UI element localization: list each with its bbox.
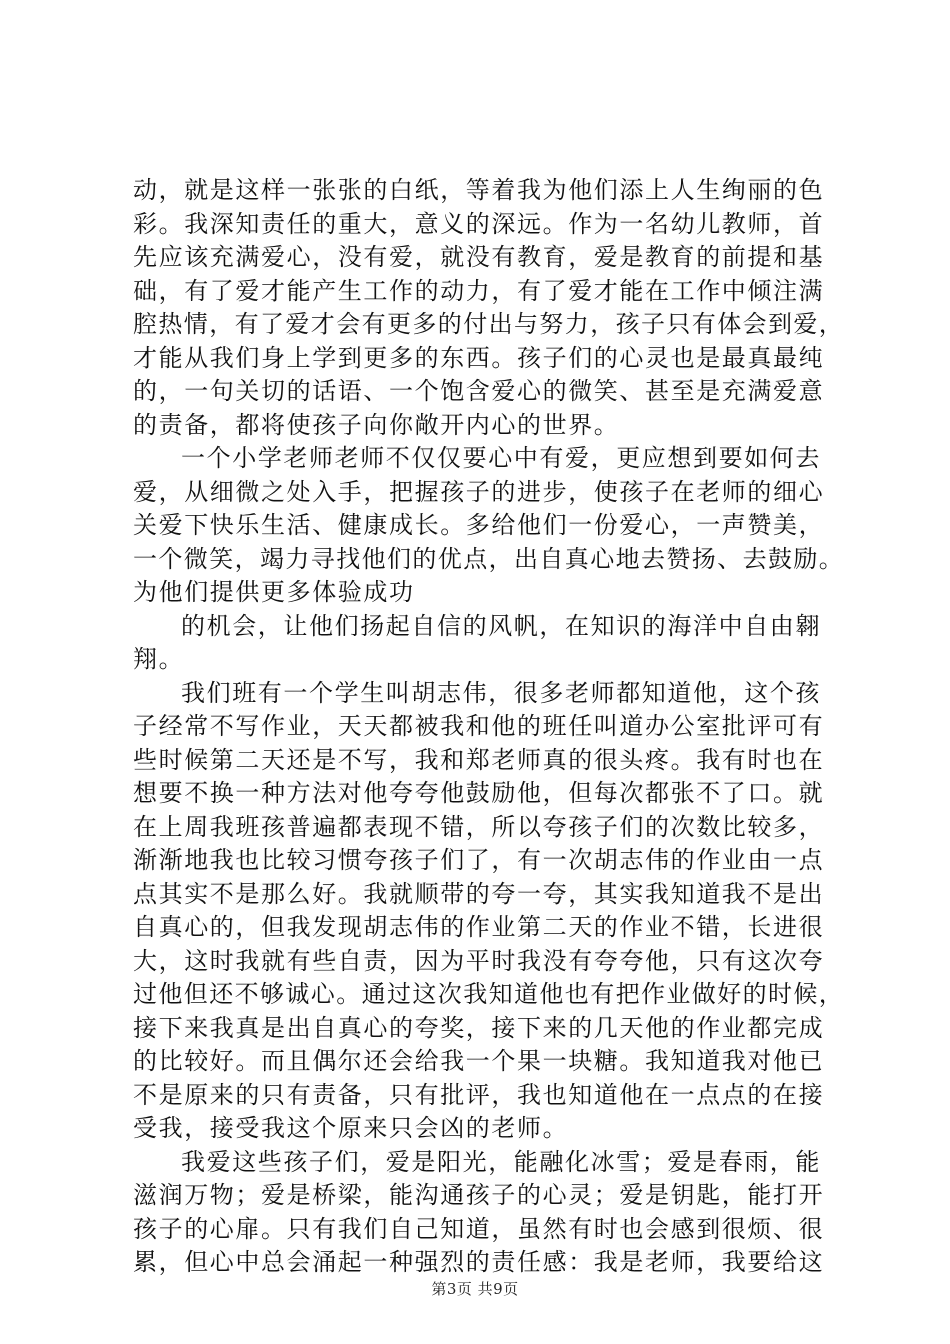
text-line: 础，有了爱才能产生工作的动力，有了爱才能在工作中倾注满	[133, 276, 825, 305]
text-line: 过他但还不够诚心。通过这次我知道他也有把作业做好的时候，	[133, 980, 845, 1008]
text-line: 滋润万物；爱是桥梁，能沟通孩子的心灵；爱是钥匙，能打开	[133, 1181, 825, 1209]
text-line: 的比较好。而且偶尔还会给我一个果一块糖。我知道我对他已	[133, 1047, 825, 1075]
text-line: 我们班有一个学生叫胡志伟，很多老师都知道他，这个孩	[181, 678, 821, 707]
text-line: 渐渐地我也比较习惯夸孩子们了，有一次胡志伟的作业由一点	[133, 846, 825, 874]
text-line: 接下来我真是出自真心的夸奖，接下来的几天他的作业都完成	[133, 1013, 825, 1042]
text-line: 些时候第二天还是不写，我和郑老师真的很头疼。我有时也在	[133, 745, 825, 774]
text-line: 自真心的，但我发现胡志伟的作业第二天的作业不错，长进很	[133, 913, 825, 941]
text-line: 孩子的心扉。只有我们自己知道，虽然有时也会感到很烦、很	[133, 1214, 825, 1243]
text-line: 彩。我深知责任的重大，意义的深远。作为一名幼儿教师，首	[133, 209, 825, 238]
text-line: 的，一句关切的话语、一个饱含爱心的微笑、甚至是充满爱意	[133, 377, 825, 405]
text-line: 爱，从细微之处入手，把握孩子的进步，使孩子在老师的细心	[133, 477, 825, 506]
text-line: 不是原来的只有责备，只有批评，我也知道他在一点点的在接	[133, 1080, 825, 1109]
text-line: 受我，接受我这个原来只会凶的老师。	[133, 1114, 569, 1142]
text-line: 动，就是这样一张张的白纸，等着我为他们添上人生绚丽的色	[133, 176, 825, 204]
text-line: 为他们提供更多体验成功	[133, 578, 415, 606]
text-line: 的机会，让他们扬起自信的风帆，在知识的海洋中自由翱	[181, 611, 821, 640]
text-line: 大，这时我就有些自责，因为平时我没有夸夸他，只有这次夸	[133, 946, 825, 975]
text-line: 翔。	[133, 645, 185, 673]
text-line: 累，但心中总会涌起一种强烈的责任感：我是老师，我要给这	[133, 1248, 825, 1276]
page-footer: 第3页 共9页	[431, 1280, 519, 1298]
text-line: 的责备，都将使孩子向你敞开内心的世界。	[133, 410, 620, 439]
text-line: 在上周我班孩普遍都表现不错，所以夸孩子们的次数比较多，	[133, 812, 825, 841]
text-line: 子经常不写作业，天天都被我和他的班任叫道办公室批评可有	[133, 712, 825, 740]
text-line: 关爱下快乐生活、健康成长。多给他们一份爱心，一声赞美，	[133, 511, 825, 539]
body-text	[133, 174, 843, 1280]
text-line: 先应该充满爱心，没有爱，就没有教育，爱是教育的前提和基	[133, 243, 825, 271]
text-line: 我爱这些孩子们，爱是阳光，能融化冰雪；爱是春雨，能	[181, 1147, 821, 1176]
text-line: 才能从我们身上学到更多的东西。孩子们的心灵也是最真最纯	[133, 343, 825, 372]
text-line: 点其实不是那么好。我就顺带的夸一夸，其实我知道我不是出	[133, 879, 825, 908]
text-line: 一个微笑，竭力寻找他们的优点，出自真心地去赞扬、去鼓励。	[133, 544, 845, 573]
text-line: 腔热情，有了爱才会有更多的付出与努力，孩子只有体会到爱，	[133, 310, 845, 338]
text-line: 想要不换一种方法对他夸夸他鼓励他，但每次都张不了口。就	[133, 779, 825, 807]
text-line: 一个小学老师老师不仅仅要心中有爱，更应想到要如何去	[181, 444, 821, 472]
